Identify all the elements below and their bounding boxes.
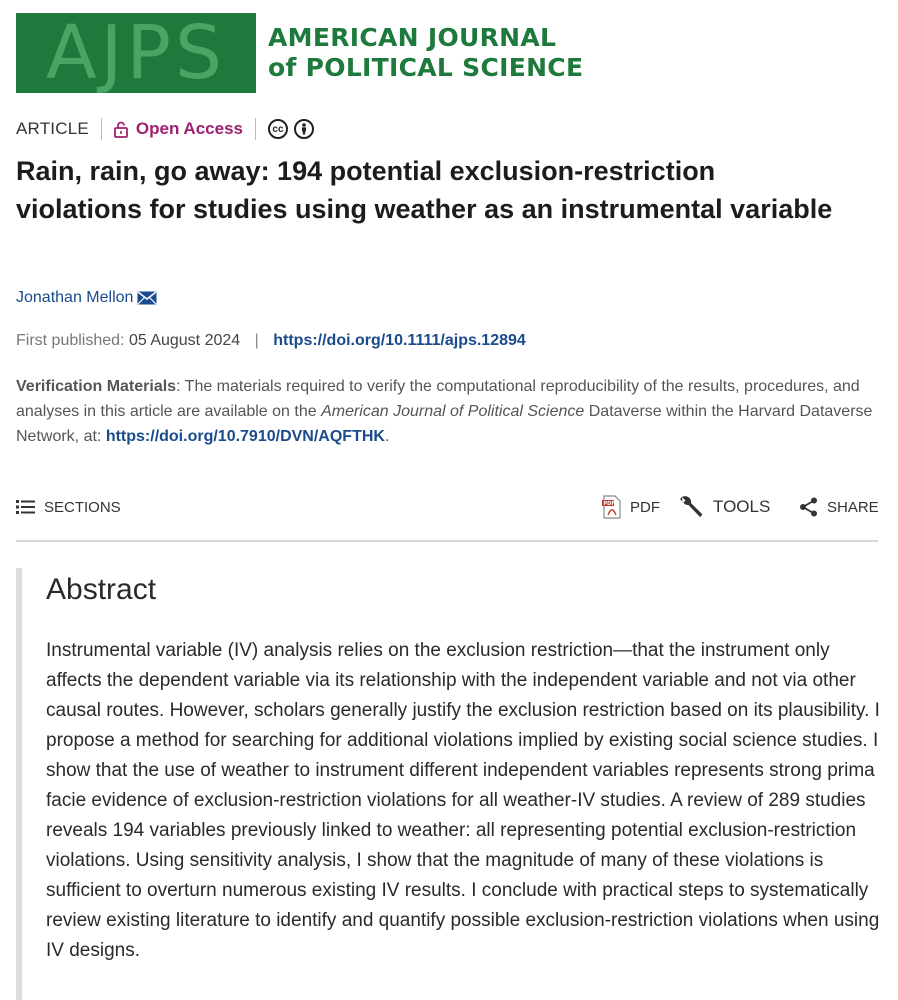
tools-label: TOOLS (713, 497, 771, 516)
verification-label: Verification Materials (16, 378, 177, 395)
creative-commons-icon: cc (268, 119, 288, 139)
publication-info (16, 332, 526, 350)
author[interactable] (16, 289, 157, 307)
verification-end: . (384, 428, 390, 445)
abstract-body: Instrumental variable (IV) analysis relies on the exclusion restriction—that the instrument only affects the dependent variable via its relationship with the independent variable and not via other causal routes. However, scholars generally justify the exclusion restriction based on its plausibility. I propose a method for searching for additional violations implied by existing social science studies. I show that the use of weather to instrument different independent variables represents strong prima facie evidence of exclusion-restriction violations for all weather-IV studies. A review of 289 studies reveals 194 variables previously linked to weather: all representing potential exclusion-restriction violations. Using sensitivity analysis, I show that the magnitude of many of these violations is sufficient to overturn numerous existing IV results. I conclude with practical steps to systematically review existing literature to identify and quantify possible exclusion-restriction violations when using IV designs. (46, 640, 880, 961)
share-icon (799, 497, 819, 517)
list-icon (16, 499, 36, 515)
open-access-label: Open Access (135, 119, 243, 138)
dataverse-link[interactable]: https://doi.org/10.7910/DVN/AQFTHK (105, 428, 385, 445)
article-toolbar (16, 494, 878, 520)
verification-text-1: : The materials required to verify the computational reproducibility of the results, procedures, and analyses in this article are available on the (16, 378, 860, 420)
abstract-heading: Abstract (46, 573, 157, 606)
attribution-icon (294, 119, 314, 139)
tools-button[interactable] (679, 494, 770, 520)
journal-name-line2: of POLITICAL SCIENCE (268, 53, 584, 82)
pdf-button[interactable] (602, 494, 660, 520)
article-type: ARTICLE (16, 119, 89, 138)
journal-abbrev: AJPS (45, 10, 227, 96)
verification-materials (16, 374, 876, 449)
journal-name-line1: AMERICAN JOURNAL (268, 23, 557, 52)
divider (16, 540, 878, 542)
divider: | (254, 332, 259, 349)
unlock-icon (114, 121, 128, 138)
divider (101, 118, 102, 140)
first-published-date: 05 August 2024 (128, 332, 241, 349)
journal-name (268, 23, 583, 83)
sections-label: SECTIONS (44, 498, 121, 516)
sections-button[interactable] (16, 494, 121, 520)
share-button[interactable] (799, 494, 879, 520)
envelope-icon[interactable] (137, 291, 157, 305)
verification-journal: American Journal of Political Science (321, 403, 585, 420)
pdf-icon (602, 495, 622, 519)
abstract-section (16, 568, 878, 1000)
divider (255, 118, 256, 140)
verification-text-2: Dataverse within the Harvard Dataverse Network, at: (16, 403, 873, 445)
person-icon (299, 123, 309, 135)
license-icons[interactable] (268, 119, 314, 139)
journal-logo-mark (16, 10, 256, 96)
open-access-badge (114, 119, 243, 139)
pdf-label: PDF (630, 498, 660, 516)
author-name[interactable]: Jonathan Mellon (16, 289, 134, 306)
share-label: SHARE (827, 498, 879, 516)
svg-text:PDF: PDF (603, 501, 615, 507)
first-published-label: First published: (16, 332, 125, 349)
wrench-icon (679, 494, 705, 520)
doi-link[interactable]: https://doi.org/10.1111/ajps.12894 (273, 332, 526, 349)
journal-logo[interactable] (16, 10, 584, 96)
article-meta (16, 118, 314, 140)
article-title: Rain, rain, go away: 194 potential exclusion-restriction violations for studies using weather as an instrumental variable (16, 156, 833, 224)
